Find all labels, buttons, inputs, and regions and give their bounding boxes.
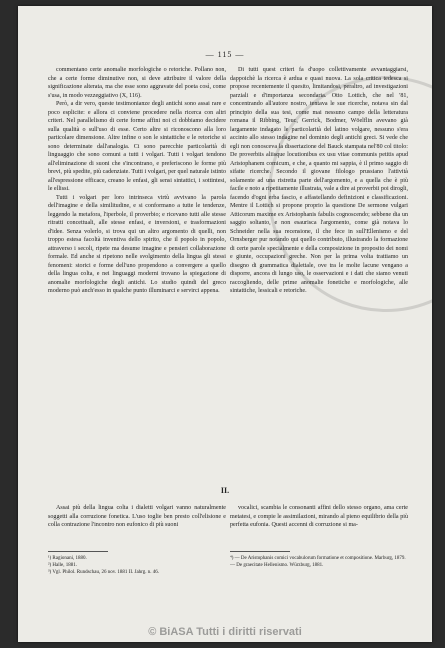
paragraph: vocalici, scambia le consonanti affini dello stesso organo, ama certe metatesi, e compie le assimilazioni, mirando al pieno equilibrio della più perfetta eufonia. Questi accenni di corruzione si ma- — [230, 505, 408, 528]
paragraph: Di tutti quest criteri fa d'uopo collettivamente avvantaggiarsi, dappoichè la ricerca è ardua e quasi nuova. La sola critica tedesca si propose recentemente il quesito, limitandosi, peraltro, ad investigazioni parziali e d'importanza secondaria. Otto Lottich, che nel '81, concentrando all'autore nostro, tentava le sue ricerche, notava sin dal principio della sua tesi, come mai nessuno campo della letteratura romana il Ribbing, Teuc, Gerrick, Bodmer, Wöelflin avevano già largamente indagato le particolarità del latino volgare, nessuno s'era accinto allo stesso indagine nel dominio degli antichi greci. Si vede che egli non conosceva la dissertazione del Bauck stampata nel'80 col titolo: De proverbiis aliisque locutionibus ex usu vitae communis petitis apud Aristophanem comicum, e che, a quanto mi sappia, è il primo saggio di sifatte ricerche. Secondo il giovane filologo prussiano l'attività solamente ad una ristretta parte dell'argomento, e a quella che è più facile e noto a ripetitamente illustrata, vale a dire ai proverbii poi dirogli, facendo d'ogni erba fascio, e affastellando definizioni e classificazioni. Mentre il Lottich si propone proprio la questione De sermone vulgari Atticorum maxime ex Aristophanis fabulis cognoscendo; sebbene dia un saggio soltanto, e non esaurisca l'argomento, come già notava lo Schneider nella sua recensione, il che fece in sull'Ellenismo e del Ornsberger pur notando qui quello contributo, illustrando la formazione di certe parole specialmente e della composizione in proposito dei nomi e giunte, occupazioni greche. Non per la prima volta trattiamo un disegno di grammatica dialettale, ove tra le molte lacune vengano a disporre, ancora di lungo uso, le osservazioni e i dati che siamo venuti raccogliendo, delle prime anomalie fonetiche e morfologiche, alle sintattiche, lessicali e retoriche. — [230, 67, 408, 294]
footnote: ³) Vgl. Philol. Rundschau, 26 nov. 1881 II. Jahrg. n. 46. — [48, 570, 159, 575]
footnotes-left — [48, 555, 226, 576]
page-number: — 115 — — [205, 50, 245, 59]
right-column — [230, 66, 408, 296]
left-column — [48, 66, 226, 296]
paragraph: Assai più della lingua colta i dialetti volgari vanno naturalmente soggetti alla corruzione fonetica. L'uso toglie ben presto coll'elisione e colla contrazione l'incontro non eufonico di più suoni — [48, 505, 226, 528]
lower-right-column — [230, 504, 408, 530]
paragraph: commentano certe anomalie morfologiche o retoriche. Pollano non, che a certe forme diminutive non, si deve attribuire il valore della significazione alterata, ma che esse sono aggravate del poeta così, come s'usa, in modo vezzeggiativo (X, 116). — [48, 67, 226, 99]
document-page — [18, 6, 432, 642]
paragraph: Però, a dir vero, queste testimonianze degli antichi sono assai rare e poco esplicite: e allora ci conviene procedere nella ricerca con altri criteri. Nel parallelismo di certe forme affini noi ci dobbiamo decidere sulla qualità o sull'uso di esse. Certo altre si riconoscono alla loro particolare dimensione. Altre infine o son le sintattiche e le retoriche si sono determinate dall'analogia. Ci sono parecchie particolarità di linguaggio che sono comuni a tutti i volgari. Tutti i volgari tendono all'eliminazione di suoni che s'incontrano, e preferiscono le forme più brevi, più spedite, più cadenziate. Tutti i volgari, per quel naturale istinto all'espressione efficace, creano le enfasi, gli sensi sintattici, i sottintesi, le ellissi. — [48, 101, 226, 192]
section-heading: II. — [220, 486, 230, 495]
footnote: ⁴) — De Aristophanis comici vocabulorum formatione et compositione. Marburg, 1879. — [230, 556, 406, 561]
footnote: ²) Halle, 1881. — [48, 563, 77, 568]
paragraph: Tutti i volgari per loro intrinseca virtù avvivano la parola dell'imagine e della similitudine, e si conformano a tutte le tendenze, leggendo la metafora, l'iperbole, il proverbio; e ricevano tutti alle stesse ritratti concettuali, alle stesse enfasi, e inversioni, e trasformazioni d'idee. Senza volerlo, si trova qui un altro argomento di quelli, non troppo estesa facoltà inventiva dello spirito, che il popolo in popolo, attraverso i secoli, ripete ma desume imagine e pensieri collaborazione formale. Ed anche si ripetono nelle svolgimento della lingua gli stessi fenomeni: storici e forme dell'uno propendono a convergere a quello della lingua colta, e nei linguaggi moderni trovano la spiegazione di anomalie morfologiche degli antichi. Lo studio quindi del greco moderno può anch'esso in qualche punto illuminarci e servirci appena. — [48, 194, 226, 294]
copyright-watermark: © BiASA Tutti i diritti riservati — [148, 626, 302, 638]
footnote: — De graecitate Hellenismo. Würzburg, 1881. — [230, 563, 324, 568]
footnote-rule — [48, 551, 108, 552]
footnote: ¹) Ragionani, 1880. — [48, 556, 87, 561]
footnote-rule — [230, 551, 290, 552]
footnotes-right — [230, 555, 408, 569]
lower-left-column — [48, 504, 226, 530]
